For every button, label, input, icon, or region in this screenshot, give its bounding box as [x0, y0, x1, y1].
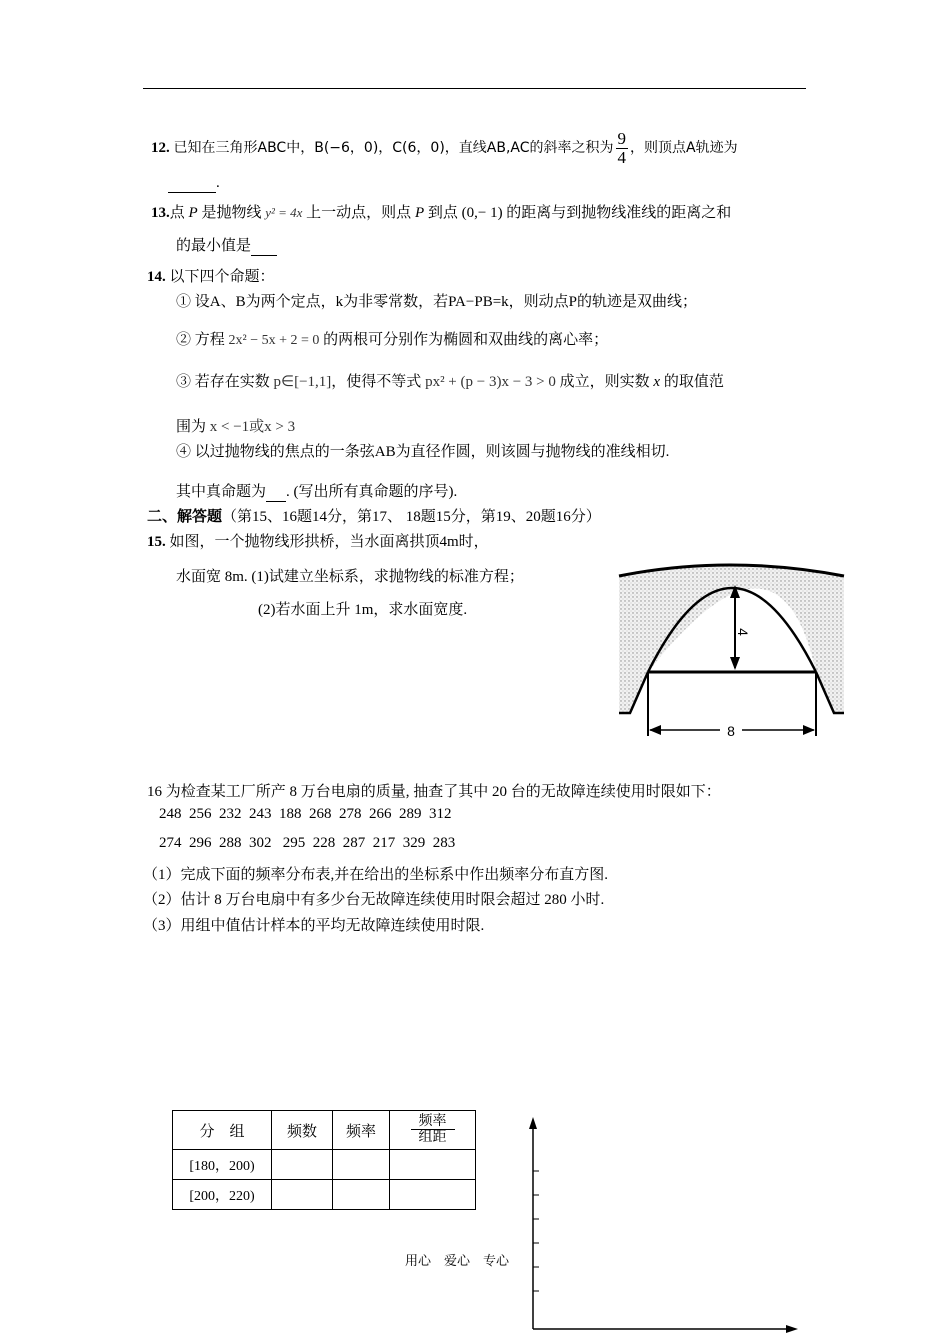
- q14-answer: [176, 480, 457, 502]
- q15-line1-text: 如图，一个抛物线形拱桥，当水面离拱顶4m时，: [169, 534, 489, 550]
- q15-line2: 水面宽 8m. (1)试建立坐标系，求抛物线的标准方程；: [176, 569, 524, 585]
- header-rule: [143, 88, 806, 89]
- q14-p1: ① 设A、B为两个定点，k为非零常数，若PA−PB=k，则动点P的轨迹是双曲线；: [176, 294, 697, 310]
- width-arrow-right-head: [803, 725, 815, 735]
- q12-tail: .: [216, 175, 220, 191]
- histogram-axes: [520, 1115, 800, 1344]
- q14-p3-d: 的取值范: [663, 374, 724, 390]
- x-axis-arrow: [786, 1325, 798, 1333]
- q14-blank: [266, 484, 286, 502]
- bridge-figure: [612, 560, 852, 745]
- q12-line1: [151, 126, 738, 170]
- q16-data-row1: 248 256 232 243 188 268 278 266 289 312: [159, 806, 452, 822]
- q14-p2-b: 的两根可分别作为椭圆和双曲线的离心率；: [323, 332, 609, 348]
- section2-heading: [147, 505, 601, 526]
- width-label: 8: [727, 723, 735, 739]
- q13-blank: [251, 238, 277, 256]
- q14-p2: [176, 328, 608, 349]
- q13-text-b: 是抛物线: [201, 205, 262, 221]
- q16-data-row2: 274 296 288 302 295 228 287 217 329 283: [159, 835, 456, 851]
- q12-frac-den: 4: [617, 148, 627, 168]
- q13-text-a: 点: [169, 205, 185, 221]
- table-cell-frequency[interactable]: [333, 1150, 390, 1180]
- q14-p3-line2-a: 围为: [176, 419, 207, 435]
- q15-number: 15.: [147, 534, 166, 550]
- header-group: 分 组: [173, 1111, 272, 1150]
- q15-line1: [147, 530, 489, 551]
- ratio-numerator: 频率: [411, 1114, 455, 1130]
- ratio-denominator: 组距: [418, 1130, 447, 1145]
- q14-p3-x: x: [653, 374, 661, 390]
- q14-p3-formula2: px² + (p − 3)x − 3 > 0: [425, 374, 556, 390]
- q12-number: 12.: [151, 140, 170, 156]
- header-count: 频数: [272, 1111, 333, 1150]
- q12-text-a: 已知在三角形ABC中，B(−6，0)，C(6，0)，直线AB,AC的斜率之积为: [173, 140, 614, 156]
- q12-frac-num: 9: [617, 129, 627, 149]
- section2-title: 二、解答题: [147, 509, 223, 525]
- q12-text-b: ，则顶点A轨迹为: [630, 140, 738, 156]
- section2-note: （第15、16题14分，第17、 18题15分，第19、20题16分）: [222, 509, 601, 525]
- height-arrow-bottom: [730, 657, 740, 670]
- q12-line2: [168, 175, 220, 193]
- header-frequency: 频率: [333, 1111, 390, 1150]
- q13-number: 13.: [151, 205, 170, 221]
- table-cell-ratio[interactable]: [390, 1150, 476, 1180]
- y-axis-arrow: [529, 1117, 537, 1129]
- table-header-row: [173, 1111, 476, 1150]
- q13-formula: y² = 4x: [265, 205, 303, 220]
- q12-blank: [168, 175, 216, 193]
- frequency-table: [172, 1110, 476, 1210]
- height-label: 4: [735, 628, 751, 636]
- page-footer: 用心 爱心 专心: [405, 1253, 510, 1268]
- table-cell-ratio[interactable]: [390, 1180, 476, 1210]
- q14-p3-b: ，使得不等式: [331, 374, 422, 390]
- q14-p3-line2: [176, 415, 295, 436]
- q13-text-d: 到点 (0,− 1) 的距离与到抛物线准线的距离之和: [427, 205, 732, 221]
- q14-p4: ④ 以过抛物线的焦点的一条弦AB为直径作圆，则该圆与抛物线的准线相切.: [176, 444, 670, 460]
- q14-answer-b: . (写出所有真命题的序号).: [286, 484, 458, 500]
- table-cell-count[interactable]: [272, 1150, 333, 1180]
- q14-intro-text: 以下四个命题：: [169, 269, 275, 285]
- q16-sub2: （2）估计 8 万台电扇中有多少台无故障连续使用时限会超过 280 小时.: [143, 892, 605, 908]
- q13-var-p: P: [188, 205, 198, 221]
- q13-var-p2: P: [414, 205, 425, 221]
- width-arrow-left-head: [649, 725, 661, 735]
- q14-p2-a: ② 方程: [176, 332, 225, 348]
- table-row: [173, 1180, 476, 1210]
- table-cell-group: [200，220): [173, 1180, 272, 1210]
- table-row: [173, 1150, 476, 1180]
- table-cell-group: [180，200): [173, 1150, 272, 1180]
- q13-text-c: 上一动点，则点: [306, 205, 412, 221]
- q14-p3-formula3: x < −1或x > 3: [209, 419, 296, 435]
- q13-line1: [151, 201, 731, 222]
- q12-fraction: [616, 130, 629, 167]
- q14-p3: [176, 370, 724, 391]
- q13-line2: [176, 234, 277, 256]
- q14-p3-c: 成立，则实数: [559, 374, 650, 390]
- q14-p2-formula: 2x² − 5x + 2 = 0: [228, 333, 320, 348]
- q16-sub3: （3）用组中值估计样本的平均无故障连续使用时限.: [143, 918, 485, 934]
- header-ratio: [390, 1111, 476, 1150]
- q14-answer-a: 其中真命题为: [176, 484, 267, 500]
- table-cell-frequency[interactable]: [333, 1180, 390, 1210]
- q16-intro: 16 为检查某工厂所产 8 万台电扇的质量, 抽查了其中 20 台的无故障连续使用时限如下：: [147, 784, 721, 800]
- q16-sub1: （1）完成下面的频率分布表,并在给出的坐标系中作出频率分布直方图.: [143, 867, 609, 883]
- q15-line3: (2)若水面上升 1m，求水面宽度.: [258, 602, 468, 618]
- q14-number: 14.: [147, 269, 166, 285]
- q14-p3-formula1: p∈[−1,1]: [273, 374, 332, 390]
- q14-p3-a: ③ 若存在实数: [176, 374, 270, 390]
- q13-line2-text: 的最小值是: [176, 238, 252, 254]
- q14-intro: [147, 265, 275, 286]
- table-cell-count[interactable]: [272, 1180, 333, 1210]
